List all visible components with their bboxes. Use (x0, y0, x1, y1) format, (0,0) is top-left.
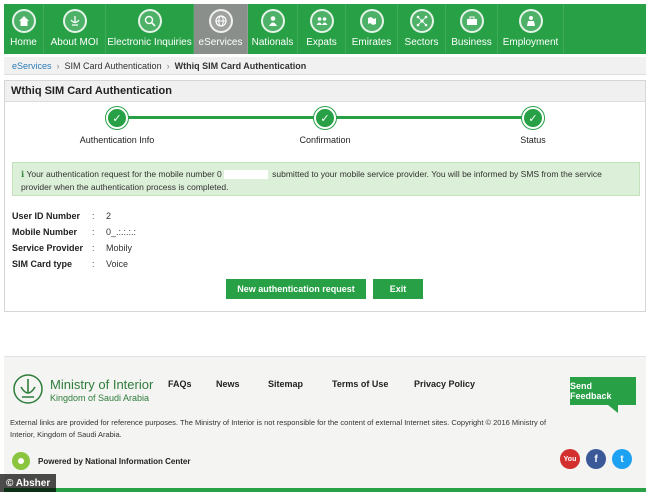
detail-label: SIM Card type (12, 259, 73, 269)
nav-label: Sectors (404, 37, 439, 48)
nav-about-moi[interactable] (44, 4, 106, 54)
footer-link-terms[interactable]: Terms of Use (332, 379, 389, 389)
nav-label: Business (451, 37, 492, 48)
nav-label: Electronic Inquiries (107, 37, 192, 48)
emblem-icon (63, 9, 87, 33)
footer-link-news[interactable]: News (216, 379, 240, 389)
detail-value: Voice (106, 259, 129, 269)
briefcase-icon (460, 9, 484, 33)
footer-link-privacy[interactable]: Privacy Policy (414, 379, 476, 389)
footer-link-faqs[interactable]: FAQs (168, 379, 192, 389)
nav-label: Nationals (251, 37, 294, 48)
facebook-icon[interactable]: f (586, 449, 606, 469)
breadcrumb-eservices[interactable]: eServices (12, 60, 52, 71)
nav-emirates[interactable] (346, 4, 398, 54)
alert-text-before: Your authentication request for the mobile number 0 (26, 169, 222, 179)
employee-icon (519, 9, 543, 33)
success-alert (12, 162, 640, 196)
youtube-icon[interactable]: You (560, 449, 580, 469)
step-label: Confirmation (299, 135, 351, 145)
nav-label: Emirates (351, 37, 392, 48)
footer (4, 356, 646, 491)
nav-nationals[interactable] (248, 4, 298, 54)
check-icon: ✓ (314, 107, 336, 129)
details-list (12, 208, 136, 272)
nav-electronic-inquiries[interactable] (106, 4, 194, 54)
footer-bottom-bar (4, 488, 646, 492)
nav-home[interactable] (4, 4, 44, 54)
detail-label: Service Provider (12, 243, 84, 253)
footer-disclaimer: External links are provided for reference purposes. The Ministry of Interior is not responsible for the content of external Internet sites. Copyright © 2016 Ministry of Interior, Kingdom of Saudi Arabia. (10, 418, 547, 439)
breadcrumb (4, 57, 646, 75)
nav-eservices[interactable] (194, 4, 248, 54)
main-nav (4, 4, 646, 54)
feedback-tail (608, 405, 618, 413)
detail-label: Mobile Number (12, 227, 78, 237)
twitter-icon[interactable]: t (612, 449, 632, 469)
alert-text-after: submitted to your mobile service provider. You will be informed by SMS from the service provider when the authentication process is completed. (21, 169, 602, 192)
person-icon (261, 9, 285, 33)
breadcrumb-separator: › (166, 60, 170, 71)
detail-colon: : (92, 243, 95, 253)
globe-icon (209, 9, 233, 33)
step-label: Status (520, 135, 546, 145)
detail-row-user-id (12, 208, 136, 224)
panel-title: Wthiq SIM Card Authentication (5, 81, 645, 102)
detail-value: 2 (106, 211, 112, 221)
detail-colon: : (92, 227, 95, 237)
detail-row-mobile (12, 224, 136, 240)
masked-number (224, 170, 268, 179)
nav-business[interactable] (446, 4, 498, 54)
nav-label: eServices (198, 37, 243, 48)
detail-colon: : (92, 211, 95, 221)
breadcrumb-sim-card-authentication[interactable]: SIM Card Authentication (64, 60, 162, 71)
authentication-panel (4, 80, 646, 312)
absher-watermark: © Absher (0, 474, 56, 492)
step-label: Authentication Info (79, 135, 155, 145)
powered-by-text: Powered by National Information Center (38, 456, 191, 466)
breadcrumb-separator: › (56, 60, 60, 71)
progress-steps (5, 107, 645, 147)
breadcrumb-current: Wthiq SIM Card Authentication (174, 60, 307, 71)
nav-label: About MOI (50, 37, 99, 48)
detail-value: 0_.:.:.:.: (106, 227, 137, 237)
nav-label: Expats (306, 37, 337, 48)
info-icon: ℹ (21, 169, 25, 179)
moi-emblem-icon (12, 373, 44, 405)
detail-label: User ID Number (12, 211, 81, 221)
home-icon (12, 9, 36, 33)
check-icon: ✓ (522, 107, 544, 129)
send-feedback-button[interactable]: Send Feedback (570, 377, 636, 405)
ministry-subtitle: Kingdom of Saudi Arabia (50, 393, 150, 403)
step-status (463, 107, 603, 145)
powered-by (12, 452, 190, 470)
inquiry-icon (138, 9, 162, 33)
new-authentication-request-button[interactable]: New authentication request (226, 279, 366, 299)
network-icon (410, 9, 434, 33)
nav-employment[interactable] (498, 4, 564, 54)
map-icon (360, 9, 384, 33)
nav-label: Home (10, 37, 37, 48)
check-icon: ✓ (106, 107, 128, 129)
nav-label: Employment (502, 37, 559, 48)
group-icon (310, 9, 334, 33)
step-confirmation (255, 107, 395, 145)
step-authentication-info (47, 107, 187, 145)
detail-row-sim-type (12, 256, 136, 272)
exit-button[interactable]: Exit (373, 279, 423, 299)
detail-colon: : (92, 259, 95, 269)
detail-row-provider (12, 240, 136, 256)
nav-expats[interactable] (298, 4, 346, 54)
nic-logo-icon (12, 452, 30, 470)
ministry-title: Ministry of Interior (50, 377, 154, 392)
nav-sectors[interactable] (398, 4, 446, 54)
detail-value: Mobily (106, 243, 133, 253)
footer-link-sitemap[interactable]: Sitemap (268, 379, 304, 389)
